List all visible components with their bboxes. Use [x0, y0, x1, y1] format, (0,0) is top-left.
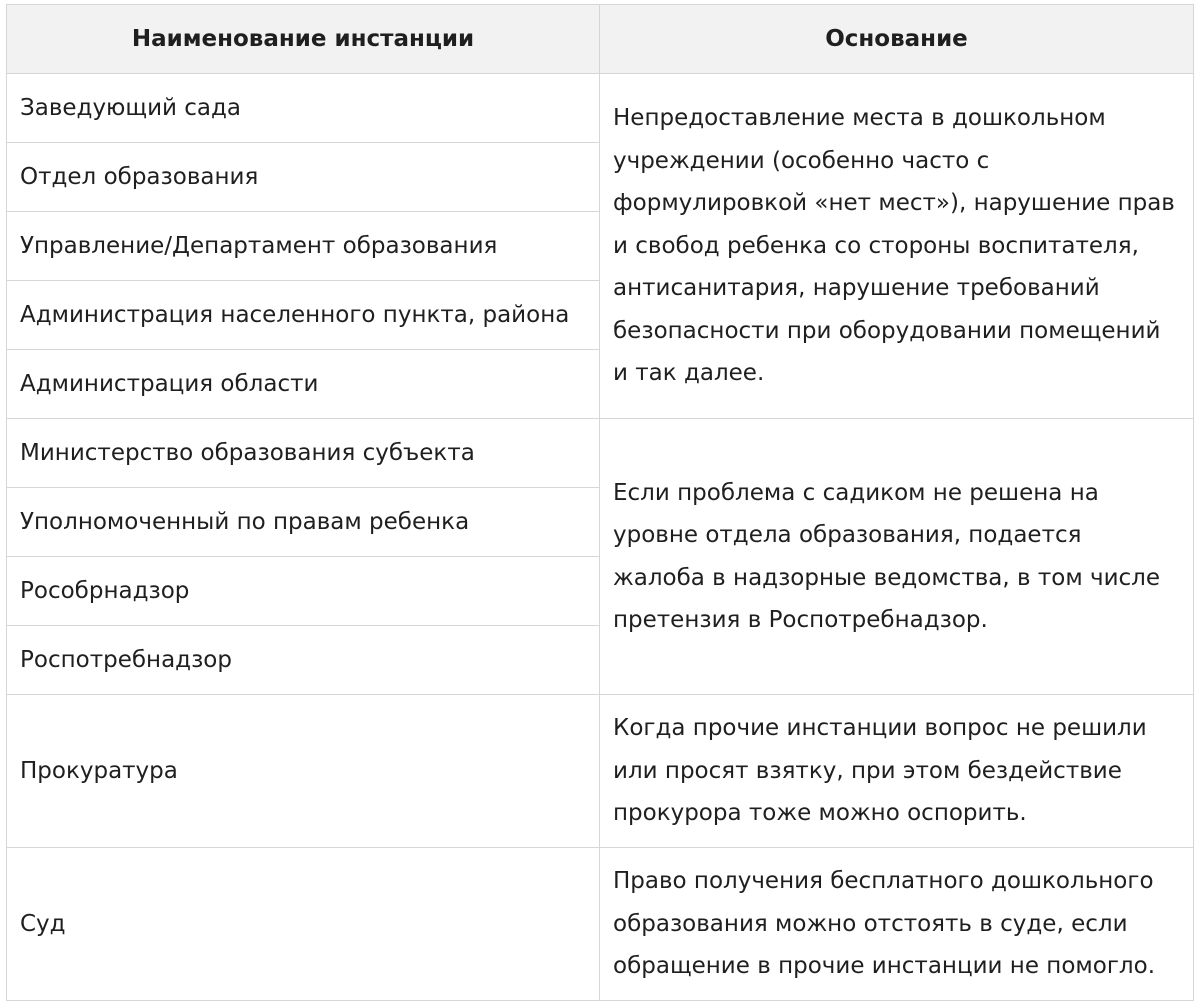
instance-cell: Отдел образования	[7, 143, 600, 212]
header-row	[7, 5, 1194, 74]
instances-table	[6, 4, 1194, 1001]
instance-cell: Уполномоченный по правам ребенка	[7, 488, 600, 557]
header-basis: Основание	[600, 5, 1194, 74]
table-row	[7, 74, 1194, 143]
instance-cell: Администрация области	[7, 350, 600, 419]
basis-cell: Когда прочие инстанции вопрос не решили или просят взятку, при этом бездействие прокурора тоже можно оспорить.	[600, 695, 1194, 848]
instance-cell: Управление/Департамент образования	[7, 212, 600, 281]
table-row	[7, 848, 1194, 1001]
basis-cell: Право получения бесплатного дошкольного образования можно отстоять в суде, если обращение в прочие инстанции не помогло.	[600, 848, 1194, 1001]
instance-cell: Суд	[7, 848, 600, 1001]
table-row	[7, 419, 1194, 488]
instance-cell: Рособрнадзор	[7, 557, 600, 626]
instance-cell: Администрация населенного пункта, района	[7, 281, 600, 350]
basis-cell: Непредоставление места в дошкольном учреждении (особенно часто с формулировкой «нет мест»), нарушение прав и свобод ребенка со стороны воспитателя, антисанитария, нарушение требований безопасности при оборудовании помещений и так далее.	[600, 74, 1194, 419]
instance-cell: Роспотребнадзор	[7, 626, 600, 695]
basis-cell: Если проблема с садиком не решена на уровне отдела образования, подается жалоба в надзорные ведомства, в том числе претензия в Роспотребнадзор.	[600, 419, 1194, 695]
instance-cell: Прокуратура	[7, 695, 600, 848]
header-instance: Наименование инстанции	[7, 5, 600, 74]
instance-cell: Министерство образования субъекта	[7, 419, 600, 488]
instance-cell: Заведующий сада	[7, 74, 600, 143]
table-row	[7, 695, 1194, 848]
